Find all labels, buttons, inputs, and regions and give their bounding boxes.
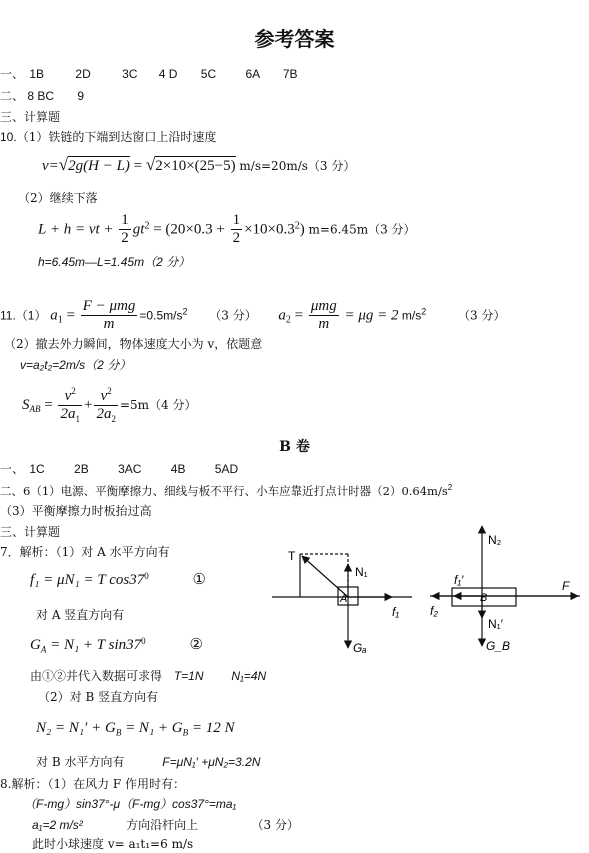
section-label: 一、	[0, 67, 25, 81]
part-b-answers-row-2: 二、6（1）电源、平衡摩擦力、细线与板不平行、小车应靠近打点计时器$(2)0.64m/s^2$	[0, 483, 453, 498]
q10-part2: （2）继续下落	[18, 191, 98, 205]
label-n2: N₂	[488, 533, 502, 547]
answer: 5AD	[214, 462, 239, 476]
label-f: F	[562, 579, 570, 593]
q10-velocity-equation: v=√2g(H − L) = √2×10×(25−5) m/s=20m/s（3 分）	[42, 155, 356, 174]
eq-text: = N₁ + T sin37	[46, 637, 142, 653]
score: （3 分）	[209, 308, 257, 323]
tension-arrow	[302, 556, 348, 597]
eq-text: v=	[42, 158, 59, 174]
eq-text: m/s=20m/s（3 分）	[235, 159, 356, 173]
eq-text: 由①②并代入数据可求得	[30, 669, 163, 683]
part-b-answers-row-3: （3）平衡摩擦力时板抬过高	[0, 504, 152, 518]
eq-text: a	[278, 307, 286, 324]
eq-text: a₁=2 m/s²	[32, 818, 83, 832]
section-label: 一、	[0, 462, 25, 476]
answer: 7B	[282, 67, 298, 81]
eq-text: 2×10×(25−5)	[155, 158, 236, 174]
eq-text: L + h = vt +	[38, 221, 118, 238]
label-gb: G_B	[486, 639, 511, 653]
answer: 2B	[74, 462, 89, 476]
label-f1: f₁	[392, 605, 400, 619]
fraction: $\frac{v^2}{2a_1}$	[60, 386, 80, 425]
answer: 9	[77, 89, 85, 103]
eq-text: m=6.45m（3 分）	[304, 222, 416, 237]
q8-eq1: （F-mg）sin37°-μ（F-mg）cos37°=ma₁	[24, 797, 237, 811]
eq-text: ×10×0.3	[244, 221, 295, 238]
label-f1p: f₁′	[454, 573, 464, 587]
answer: 3C	[122, 67, 138, 81]
label-t: T	[288, 549, 296, 563]
q7-part2: 对 A 竖直方向有	[36, 608, 125, 622]
q11-velocity: v=a₂t₂=2m/s（2 分）	[20, 358, 132, 372]
eq-text: = 12 N	[188, 720, 235, 736]
diagram-block-b	[430, 526, 580, 646]
eq-text: =5m（4 分）	[119, 397, 197, 412]
score: （3 分）	[458, 308, 506, 323]
answer: 1B	[29, 67, 45, 81]
eq-text: 方向沿杆向上	[126, 818, 199, 832]
answer: 6A	[245, 67, 260, 81]
answer: 3AC	[118, 462, 142, 476]
part-b-title: B 卷	[279, 439, 310, 455]
q8-part1: 8.解析：（1）在风力 F 作用时有：	[0, 777, 186, 791]
eq-text: 2g(H − L)	[68, 158, 130, 174]
label-a: A	[340, 593, 348, 605]
q7-part1: 7．解析：（1）对 A 水平方向有	[0, 545, 170, 559]
label-f2: f₂	[430, 604, 438, 618]
label-n1: N₁	[355, 565, 368, 579]
question-number: 11.（1）	[0, 308, 47, 323]
eq-text: 对 B 水平方向有	[36, 755, 125, 769]
section-heading: 三、计算题	[0, 525, 61, 539]
section-label: 二、	[0, 89, 25, 103]
answer: 8 BC	[27, 89, 55, 103]
eq-text: =	[129, 158, 146, 174]
label-ga: Gₐ	[353, 641, 367, 655]
eq-text: S	[22, 396, 30, 413]
q10-part3: h=6.45m—L=1.45m（2 分）	[38, 255, 191, 269]
eq-text: = (20×0.3 +	[149, 221, 229, 238]
label-n1p: N₁′	[488, 617, 503, 631]
eq-text: AB	[29, 404, 41, 415]
q7-eq3: $N_2 = N_1' + G_B = N_1 + G_B = 12$ N	[36, 720, 235, 738]
answer: 5C	[200, 67, 217, 81]
answer: 4 D	[158, 67, 178, 81]
q11-distance-equation: $S_{AB}$ = $\frac{v^2}{2a_1}$ + $\frac{v^2}{2a_2}$ =5m（4 分）	[22, 386, 197, 425]
section-heading: 三、计算题	[0, 110, 61, 124]
eq-text: G	[30, 637, 41, 653]
eq-text: = N₁ + G	[121, 720, 183, 736]
fraction: $\frac{1}{2}$	[232, 212, 241, 247]
q11-part2: （2）撤去外力瞬间，物体速度大小为 v，依题意	[4, 337, 263, 351]
q11-equations: 11.（1） $a_1$ = $\frac{\text{F − μmg}}{m}$ $=0.5m/s^2$ （3 分） $a_2$ = $\frac{\text{μmg}}{m}$ = μg = 2 $m/s^2$ （3 分）	[0, 298, 506, 333]
equation-marker: ①	[192, 570, 206, 588]
q8-velocity: 此时小球速度 v= a₁t₁=6 m/s	[32, 837, 194, 851]
q7-part3: （2）对 B 竖直方向有	[38, 690, 159, 704]
eq-text: )	[299, 221, 305, 238]
label-b: B	[480, 592, 488, 604]
question-number: 10.	[0, 130, 17, 144]
eq-text: N₂ = N₁′ + G	[36, 720, 116, 736]
score: （3 分）	[251, 818, 299, 832]
fraction: $\frac{\text{μmg}}{m}$	[310, 298, 337, 333]
fraction: $\frac{1}{2}$	[121, 212, 129, 247]
fraction: $\frac{v^2}{2a_2}$	[96, 386, 116, 425]
answer: 2D	[75, 67, 91, 81]
answer: 4B	[170, 462, 186, 476]
q7-eq1: f₁ = μN₁ = T $\cos 37^0$ ①	[30, 570, 206, 588]
eq-text: m/s	[398, 308, 422, 323]
eq-text: gt	[132, 221, 145, 238]
eq-text: = μg = 2	[340, 307, 399, 324]
eq-text: N₁=4N	[231, 669, 267, 683]
eq-text: F=μN₁′ +μN₂=3.2N	[162, 755, 261, 769]
q10-fall-equation: L + h = vt + $\frac{1}{2}$ $gt^2 = (20\times 0.3$ + $\frac{1}{2}$ $\times 10\times 0.3^2$) m=6.45m（3 分）	[38, 212, 416, 247]
question-text: （1）铁链的下端到达窗口上沿时速度	[16, 130, 217, 144]
eq-text: f₁ = μN₁ = T cos37	[30, 572, 145, 588]
page-title: 参考答案	[254, 27, 335, 51]
equation-marker: ②	[189, 635, 203, 653]
eq-text: =0.5m/s	[139, 308, 183, 323]
eq-text: T=1N	[173, 669, 204, 683]
fraction: $\frac{\text{F − μmg}}{m}$	[82, 298, 136, 333]
eq-text: a	[50, 307, 58, 324]
q7-eq2: $G_A = N_1 + T$ $\sin 37^0$ ②	[30, 635, 203, 655]
answer: 1C	[29, 462, 45, 476]
